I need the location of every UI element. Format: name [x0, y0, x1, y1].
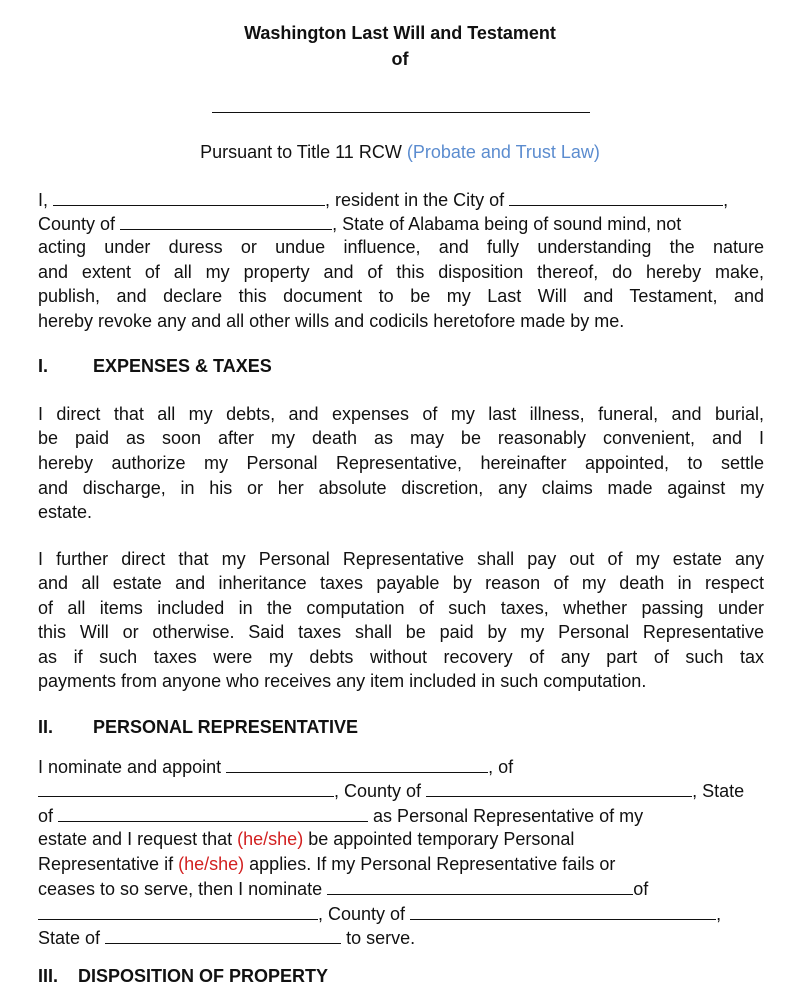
pr-rep-post: applies. If my Personal Representative fails or — [249, 854, 616, 874]
intro-line-6: hereby revoke any and all other wills and codicils heretofore made by me. — [38, 311, 625, 331]
pr-line-5 — [38, 853, 764, 875]
taxes-line-1: I further direct that my Personal Representative shall pay out of my estate any — [38, 549, 764, 569]
pr-estate-post: be appointed temporary Personal — [308, 829, 575, 849]
intro-line-1 — [38, 188, 764, 211]
intro-resident: , resident in the City of — [325, 190, 505, 210]
alt-pr-city-blank[interactable] — [38, 902, 318, 920]
expenses-line-1: I direct that all my debts, and expenses of my last illness, funeral, and burial, — [38, 404, 764, 424]
subtitle — [0, 142, 800, 163]
taxes-line-4: this Will or otherwise. Said taxes shall be paid by my Personal Representative — [38, 622, 764, 642]
pr-line-6 — [38, 877, 764, 900]
section-2-title: PERSONAL REPRESENTATIVE — [93, 717, 359, 737]
pr-state-label: , State — [692, 781, 745, 801]
title-line-1: Washington Last Will and Testament — [244, 23, 556, 43]
alt-pr-county-blank[interactable] — [410, 902, 716, 920]
taxes-line-6: payments from anyone who receives any item included in such computation. — [38, 671, 647, 691]
pr-of-label: of — [38, 806, 54, 826]
pr-comma: , — [716, 904, 722, 924]
title-line-2: of — [391, 49, 409, 69]
pr-county-blank[interactable] — [426, 779, 692, 797]
alt-pr-name-blank[interactable] — [327, 877, 633, 895]
testator-name-blank[interactable] — [53, 188, 325, 206]
intro-line-4: and extent of all my property and of this disposition thereof, do hereby make, — [38, 262, 764, 282]
pr-of-text: , of — [488, 757, 514, 777]
taxes-line-5: as if such taxes were my debts without recovery of any part of such tax — [38, 647, 764, 667]
pr-line-8 — [38, 926, 764, 949]
city-blank[interactable] — [509, 188, 723, 206]
pr-county2-label: , County of — [318, 904, 406, 924]
intro-state-text: , State of Alabama being of sound mind, not — [332, 214, 682, 234]
pr-line-1 — [38, 755, 764, 778]
section-1-number: I. — [38, 356, 49, 376]
intro-county-label: County of — [38, 214, 116, 234]
pronoun-placeholder-1[interactable]: (he/she) — [237, 829, 304, 849]
pr-ceases-text: ceases to so serve, then I nominate — [38, 879, 323, 899]
subtitle-text: Pursuant to Title 11 RCW — [200, 142, 402, 162]
pr-state-of-label: State of — [38, 928, 101, 948]
expenses-line-4: and discharge, in his or her absolute discretion, any claims made against my — [38, 478, 764, 498]
pr-state-blank[interactable] — [58, 804, 368, 822]
pronoun-placeholder-2[interactable]: (he/she) — [178, 854, 245, 874]
pr-nominate-text: I nominate and appoint — [38, 757, 222, 777]
pr-rep-pre: Representative if — [38, 854, 174, 874]
taxes-line-2: and all estate and inheritance taxes payable by reason of my death in respect — [38, 573, 764, 593]
intro-comma: , — [723, 190, 729, 210]
intro-line-3: acting under duress or undue influence, and fully understanding the nature — [38, 237, 764, 257]
section-1-title: EXPENSES & TAXES — [93, 356, 272, 376]
pr-line-4 — [38, 828, 764, 850]
county-blank[interactable] — [120, 212, 332, 230]
section-2-heading — [38, 717, 358, 738]
pr-city-blank[interactable] — [38, 779, 334, 797]
pr-as-text: as Personal Representative of my — [373, 806, 644, 826]
pr-county-label: , County of — [334, 781, 422, 801]
testator-name-line[interactable] — [212, 112, 590, 113]
expenses-line-5: estate. — [38, 502, 93, 522]
intro-i: I, — [38, 190, 49, 210]
alt-pr-state-blank[interactable] — [105, 926, 341, 944]
section-2-number: II. — [38, 717, 54, 737]
section-1-heading — [38, 356, 272, 377]
pr-to-serve: to serve. — [346, 928, 416, 948]
intro-line-2 — [38, 212, 764, 235]
pr-estate-pre: estate and I request that — [38, 829, 233, 849]
probate-law-link[interactable]: (Probate and Trust Law) — [406, 142, 600, 162]
pr-line-7 — [38, 902, 764, 925]
pr-line-2 — [38, 779, 764, 802]
taxes-line-3: of all items included in the computation of such taxes, whether passing under — [38, 598, 764, 618]
intro-line-5: publish, and declare this document to be my Last Will and Testament, and — [38, 286, 764, 306]
document-title — [0, 20, 800, 72]
section-3-heading: III. DISPOSITION OF PROPERTY — [38, 966, 329, 986]
pr-line-3 — [38, 804, 764, 827]
expenses-line-3: hereby authorize my Personal Representative, hereinafter appointed, to settle — [38, 453, 764, 473]
pr-name-blank[interactable] — [226, 755, 488, 773]
expenses-line-2: be paid as soon after my death as may be reasonably convenient, and I — [38, 428, 764, 448]
pr-of2-text: of — [633, 879, 649, 899]
